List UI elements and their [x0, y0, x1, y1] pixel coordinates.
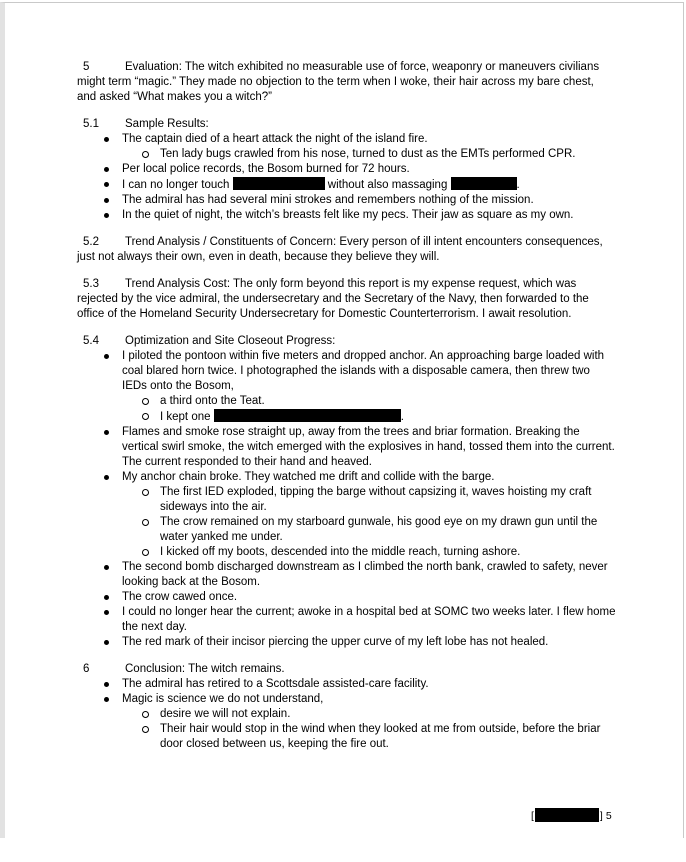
bullet-item — [77, 590, 616, 605]
text-segment: desire we will not explain. — [160, 708, 291, 720]
section-heading — [77, 60, 616, 105]
text-segment: Evaluation: The witch exhibited no measurable use of force, weaponry or maneuvers civilians might term “magic.” They made no objection to the term when I woke, their hair across my bare chest, and asked “What makes you a witch?” — [77, 61, 600, 103]
bullet-item — [77, 425, 616, 470]
text-segment: Ten lady bugs crawled from his nose, turned to dust as the EMTs performed CPR. — [160, 148, 576, 160]
page-number: 5 — [605, 810, 612, 822]
page-footer — [531, 807, 612, 825]
footer-bracket-open: [ — [531, 810, 534, 822]
text-segment: Trend Analysis Cost: The only form beyond this report is my expense request, which was rejected by the vice admiral, the undersecretary and the Secretary of the Navy, then forwarded to the office of the Homeland Security Undersecretary for Domestic Counterterrorism. I await resolution. — [77, 278, 589, 320]
section-number: 5.1 — [83, 118, 99, 130]
text-segment: I piloted the pontoon within five meters and dropped anchor. An approaching barge loaded with coal blared horn twice. I photographed the islands with a disposable camera, then threw two IEDs onto the Bosom, — [122, 350, 605, 392]
section-number: 5.2 — [83, 236, 99, 248]
bullet-icon — [104, 182, 109, 187]
hollow-bullet-icon — [142, 489, 149, 496]
bullet-item — [77, 470, 616, 485]
hollow-bullet-icon — [142, 726, 149, 733]
text-segment: I could no longer hear the current; awoke in a hospital bed at SOMC two weeks later. I flew home the next day. — [122, 606, 616, 633]
bullet-item — [77, 132, 616, 147]
document-body — [5, 3, 683, 752]
bullet-item — [77, 692, 616, 707]
bullet-icon — [104, 430, 109, 435]
bullet-icon — [104, 167, 109, 172]
bullet-item — [77, 560, 616, 590]
section-number: 5.3 — [83, 278, 99, 290]
text-segment: Conclusion: The witch remains. — [125, 663, 285, 675]
bullet-item — [77, 177, 616, 193]
bullet-item — [77, 677, 616, 692]
section-number: 6 — [83, 663, 90, 675]
text-segment: The crow remained on my starboard gunwale, his good eye on my drawn gun until the water yanked me under. — [160, 516, 598, 543]
hollow-bullet-icon — [142, 549, 149, 556]
hollow-bullet-icon — [142, 711, 149, 718]
bullet-icon — [104, 137, 109, 142]
text-segment: Optimization and Site Closeout Progress: — [125, 335, 336, 347]
text-segment: Per local police records, the Bosom burned for 72 hours. — [122, 163, 410, 175]
bullet-item — [77, 635, 616, 650]
hollow-bullet-icon — [142, 151, 149, 158]
section-heading — [77, 235, 616, 265]
bullet-icon — [104, 610, 109, 615]
text-segment: The admiral has retired to a Scottsdale assisted-care facility. — [122, 678, 429, 690]
text-segment: Magic is science we do not understand, — [122, 693, 324, 705]
section-heading — [77, 334, 616, 349]
footer-bracket-close: ] — [599, 810, 603, 822]
text-segment: My anchor chain broke. They watched me drift and collide with the barge. — [122, 471, 495, 483]
text-segment: The second bomb discharged downstream as I climbed the north bank, crawled to safety, never looking back at the Bosom. — [122, 561, 608, 588]
bullet-item — [77, 147, 616, 162]
text-segment: a third onto the Teat. — [160, 395, 265, 407]
bullet-item — [77, 394, 616, 409]
redaction-bar — [451, 177, 517, 190]
section-heading — [77, 277, 616, 322]
bullet-item — [77, 208, 616, 223]
text-segment: The captain died of a heart attack the night of the island fire. — [122, 133, 428, 145]
text-segment: The red mark of their incisor piercing the upper curve of my left lobe has not healed. — [122, 636, 549, 648]
bullet-item — [77, 485, 616, 515]
section-heading — [77, 117, 616, 132]
text-segment: Sample Results: — [125, 118, 209, 130]
section-number: 5 — [83, 61, 90, 73]
text-segment: The first IED exploded, tipping the barge without capsizing it, waves hoisting my craft sideways into the air. — [160, 486, 592, 513]
text-segment: In the quiet of night, the witch’s breasts felt like my pecs. Their jaw as square as my own. — [122, 209, 574, 221]
bullet-item — [77, 722, 616, 752]
text-segment: Their hair would stop in the wind when they looked at me from outside, before the briar door closed between us, keeping the fire out. — [160, 723, 601, 750]
bullet-item — [77, 162, 616, 177]
text-segment: I kicked off my boots, descended into the middle reach, turning ashore. — [160, 546, 521, 558]
bullet-item — [77, 545, 616, 560]
page-sheet — [0, 2, 684, 838]
bullet-icon — [104, 595, 109, 600]
text-segment: without also massaging — [324, 179, 451, 191]
text-segment: I can no longer touch — [122, 179, 233, 191]
bullet-item — [77, 605, 616, 635]
section-number: 5.4 — [83, 335, 99, 347]
bullet-icon — [104, 697, 109, 702]
text-segment: I kept one — [160, 411, 214, 423]
section-heading — [77, 662, 616, 677]
bullet-item — [77, 349, 616, 394]
bullet-item — [77, 707, 616, 722]
bullet-item — [77, 193, 616, 208]
bullet-icon — [104, 475, 109, 480]
hollow-bullet-icon — [142, 519, 149, 526]
hollow-bullet-icon — [142, 398, 149, 405]
text-segment: Flames and smoke rose straight up, away from the trees and briar formation. Breaking the vertical swirl smoke, the witch emerged with the explosives in hand, tossed them into the current. The current responded to their hand and heaved. — [122, 426, 615, 468]
bullet-icon — [104, 354, 109, 359]
bullet-icon — [104, 640, 109, 645]
redaction-bar — [233, 177, 325, 190]
text-segment: . — [516, 179, 520, 191]
text-segment: The admiral has had several mini strokes and remembers nothing of the mission. — [122, 194, 534, 206]
hollow-bullet-icon — [142, 413, 149, 420]
bullet-icon — [104, 682, 109, 687]
bullet-icon — [104, 198, 109, 203]
bullet-item — [77, 409, 616, 425]
bullet-icon — [104, 213, 109, 218]
bullet-item — [77, 515, 616, 545]
bullet-icon — [104, 565, 109, 570]
redaction-bar — [214, 409, 401, 422]
footer-redaction-bar — [535, 808, 599, 822]
text-segment: Trend Analysis / Constituents of Concern: Every person of ill intent encounters consequences, just not always their own, even in death, because they believe they will. — [77, 236, 603, 263]
text-segment: The crow cawed once. — [122, 591, 238, 603]
text-segment: . — [400, 411, 404, 423]
